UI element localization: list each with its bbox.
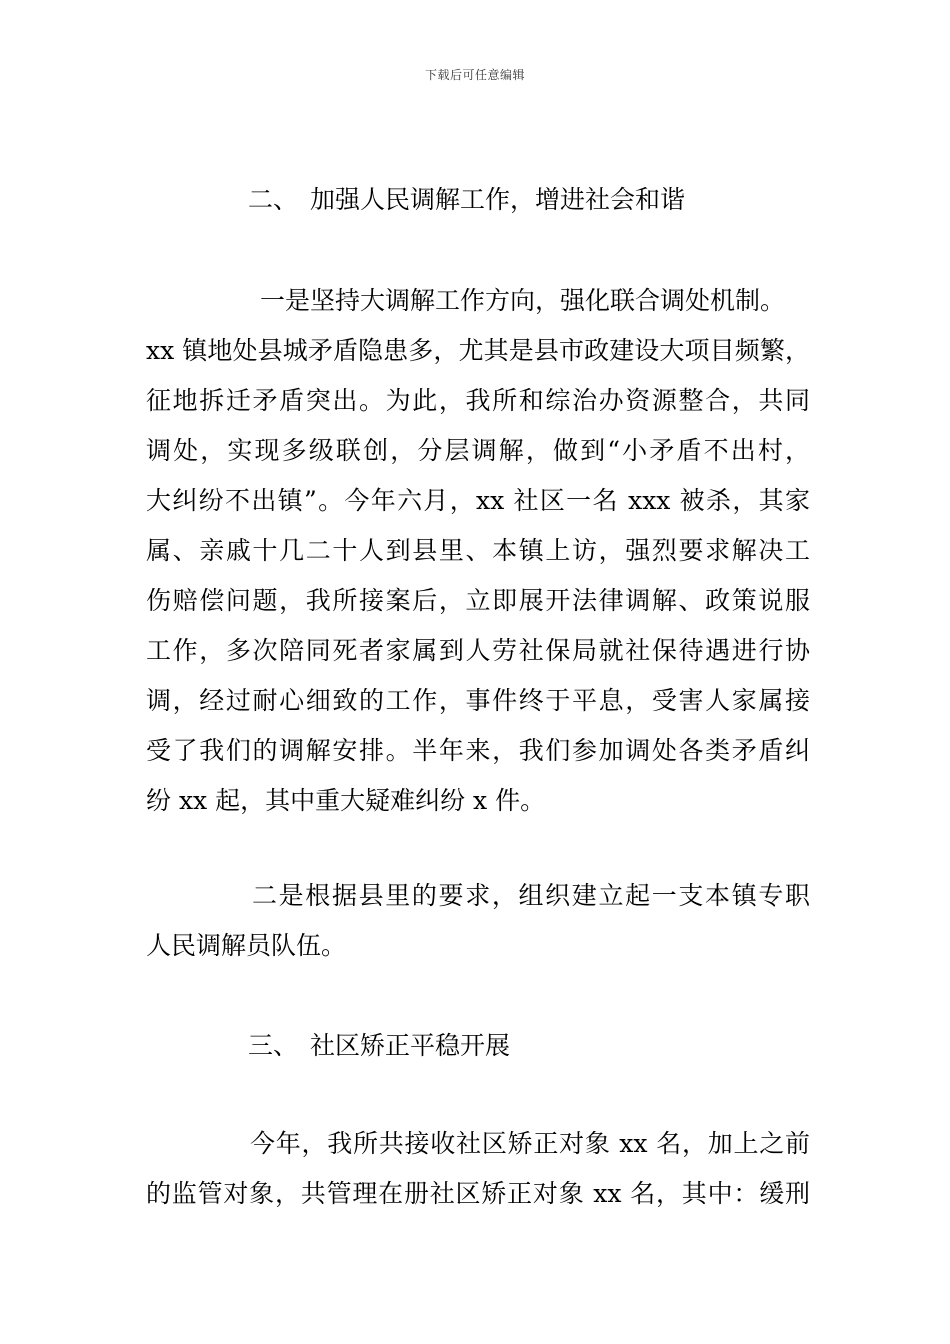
- paragraph-line: 的监管对象，共管理在册社区矫正对象 xx 名，其中：缓刑: [146, 1179, 810, 1208]
- paragraph-line: 纷 xx 起，其中重大疑难纠纷 x 件。: [146, 786, 546, 815]
- header-note: 下载后可任意编辑: [424, 68, 525, 82]
- paragraph-mediator-team: [146, 871, 810, 971]
- section-number: 三、: [248, 1031, 299, 1060]
- paragraph-line: 伤赔偿问题，我所接案后，立即展开法律调解、政策说服: [146, 586, 810, 615]
- paragraph-mediation-mechanism: [146, 276, 810, 826]
- paragraph-line: 一是坚持大调解工作方向，强化联合调处机制。: [260, 286, 786, 315]
- paragraph-line: 调处，实现多级联创，分层调解，做到“小矛盾不出村，: [146, 436, 810, 465]
- paragraph-line: 大纠纷不出镇”。今年六月，xx 社区一名 xxx 被杀，其家: [146, 486, 810, 515]
- paragraph-line: xx 镇地处县城矛盾隐患多，尤其是县市政建设大项目频繁，: [146, 336, 810, 365]
- paragraph-line: 属、亲戚十几二十人到县里、本镇上访，强烈要求解决工: [146, 536, 810, 565]
- paragraph-community-correction: [146, 1119, 810, 1219]
- section-title: 社区矫正平稳开展: [310, 1031, 511, 1060]
- paragraph-line: 人民调解员队伍。: [146, 931, 347, 960]
- section-heading-2: [248, 183, 685, 217]
- paragraph-line: 工作，多次陪同死者家属到人劳社保局就社保待遇进行协: [146, 636, 810, 665]
- paragraph-line: 二是根据县里的要求，组织建立起一支本镇专职: [252, 881, 810, 910]
- paragraph-line: 今年，我所共接收社区矫正对象 xx 名，加上之前: [250, 1129, 810, 1158]
- section-title: 加强人民调解工作，增进社会和谐: [310, 185, 686, 214]
- section-number: 二、: [248, 185, 299, 214]
- paragraph-line: 调，经过耐心细致的工作，事件终于平息，受害人家属接: [146, 686, 810, 715]
- paragraph-line: 受了我们的调解安排。半年来，我们参加调处各类矛盾纠: [146, 736, 810, 765]
- section-heading-3: [248, 1029, 510, 1063]
- paragraph-line: 征地拆迁矛盾突出。为此，我所和综治办资源整合，共同: [146, 386, 810, 415]
